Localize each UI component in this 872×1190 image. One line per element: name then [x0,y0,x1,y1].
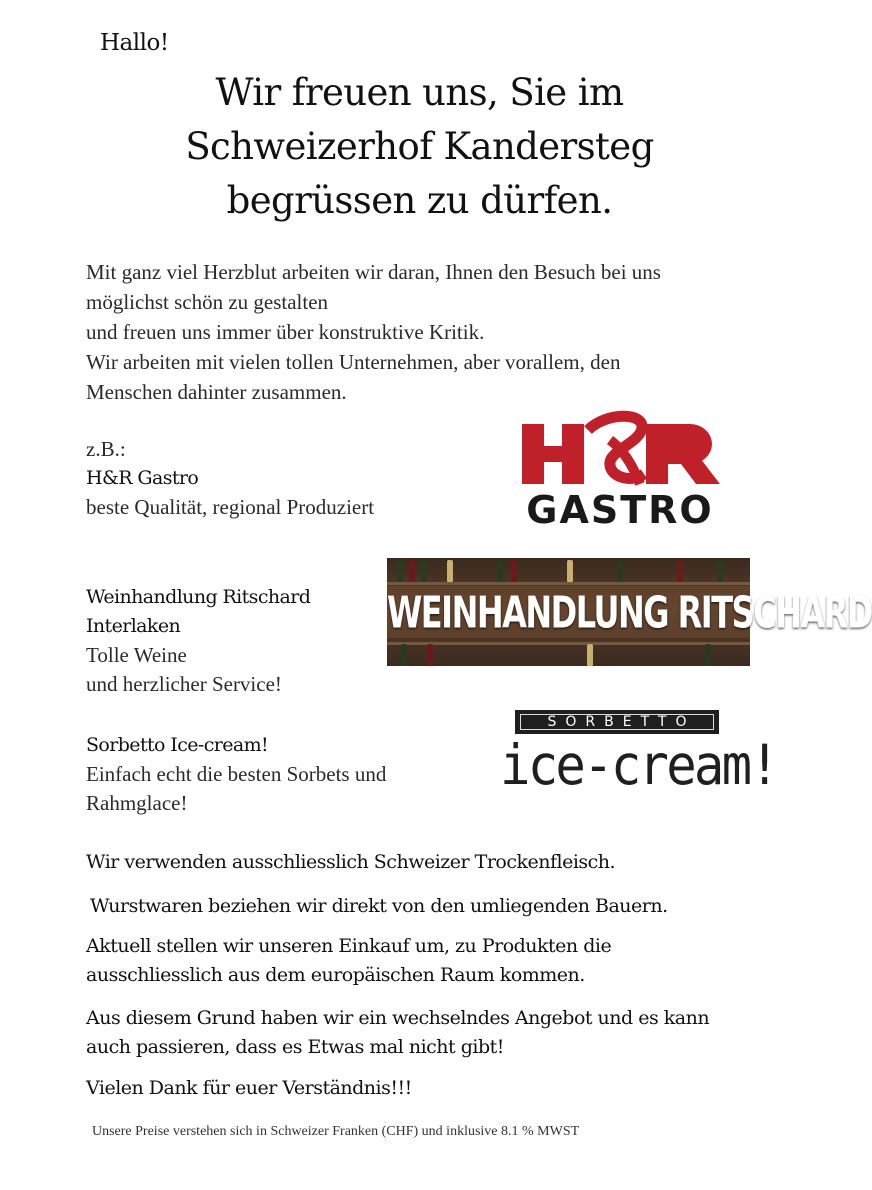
partner-ritschard-block [86,583,310,699]
partner-hr-block [86,435,374,522]
closing-line: auch passieren, dass es Etwas mal nicht gibt! [86,1036,504,1058]
headline [60,66,779,228]
footer-price-note: Unsere Preise verstehen sich in Schweizer Franken (CHF) und inklusive 8.1 % MWST [92,1124,580,1139]
partner-sorbetto-desc: Rahmglace! [86,791,188,815]
hr-logo-text: GASTRO [526,488,714,532]
partner-sorbetto-desc: Einfach echt die besten Sorbets und [86,762,387,786]
sorbetto-logo-banner [515,710,719,734]
closing-line: Wurstwaren beziehen wir direkt von den umliegenden Bauern. [90,895,668,917]
intro-line: möglichst schön zu gestalten [86,290,329,314]
intro-line: Menschen dahinter zusammen. [86,380,347,404]
closing-line: Wir verwenden ausschliesslich Schweizer Trockenfleisch. [86,851,616,873]
closing-line: Aktuell stellen wir unseren Einkauf um, zu Produkten die [86,935,612,957]
sorbetto-logo-top-text: SORBETTO [547,714,696,730]
partner-ritschard-name: Weinhandlung Ritschard [86,586,311,608]
headline-line-1: Wir freuen uns, Sie im [215,71,624,114]
intro-line: und freuen uns immer über konstruktive Kritik. [86,320,485,344]
example-label: z.B.: [86,437,126,461]
closing-line: Aus diesem Grund haben wir ein wechselndes Angebot und es kann [86,1007,710,1029]
intro-line: Wir arbeiten mit vielen tollen Unternehmen, aber vorallem, den [86,350,621,374]
closing-line: Vielen Dank für euer Verständnis!!! [86,1077,412,1099]
headline-line-2: Schweizerhof Kandersteg [185,125,654,168]
greeting: Hallo! [100,30,169,56]
partner-hr-desc: beste Qualität, regional Produziert [86,495,375,519]
hr-gastro-logo [518,410,722,530]
partner-sorbetto-block [86,731,386,818]
partner-ritschard-location: Interlaken [86,615,181,637]
intro-line: Mit ganz viel Herzblut arbeiten wir daran, Ihnen den Besuch bei uns [86,260,661,284]
closing-line: ausschliesslich aus dem europäischen Raum kommen. [86,964,585,986]
partner-hr-name: H&R Gastro [86,467,199,489]
ritschard-logo-text: WEINHANDLUNG RITSCHARD [387,587,872,639]
partner-ritschard-desc: Tolle Weine [86,643,187,667]
ritschard-logo-photo [387,558,872,666]
intro-paragraph [86,257,766,407]
headline-line-3: begrüssen zu dürfen. [226,179,613,222]
sorbetto-logo-main-text: ice-cream! [500,733,778,797]
partner-sorbetto-name: Sorbetto Ice-cream! [86,734,269,756]
partner-ritschard-desc: und herzlicher Service! [86,672,282,696]
